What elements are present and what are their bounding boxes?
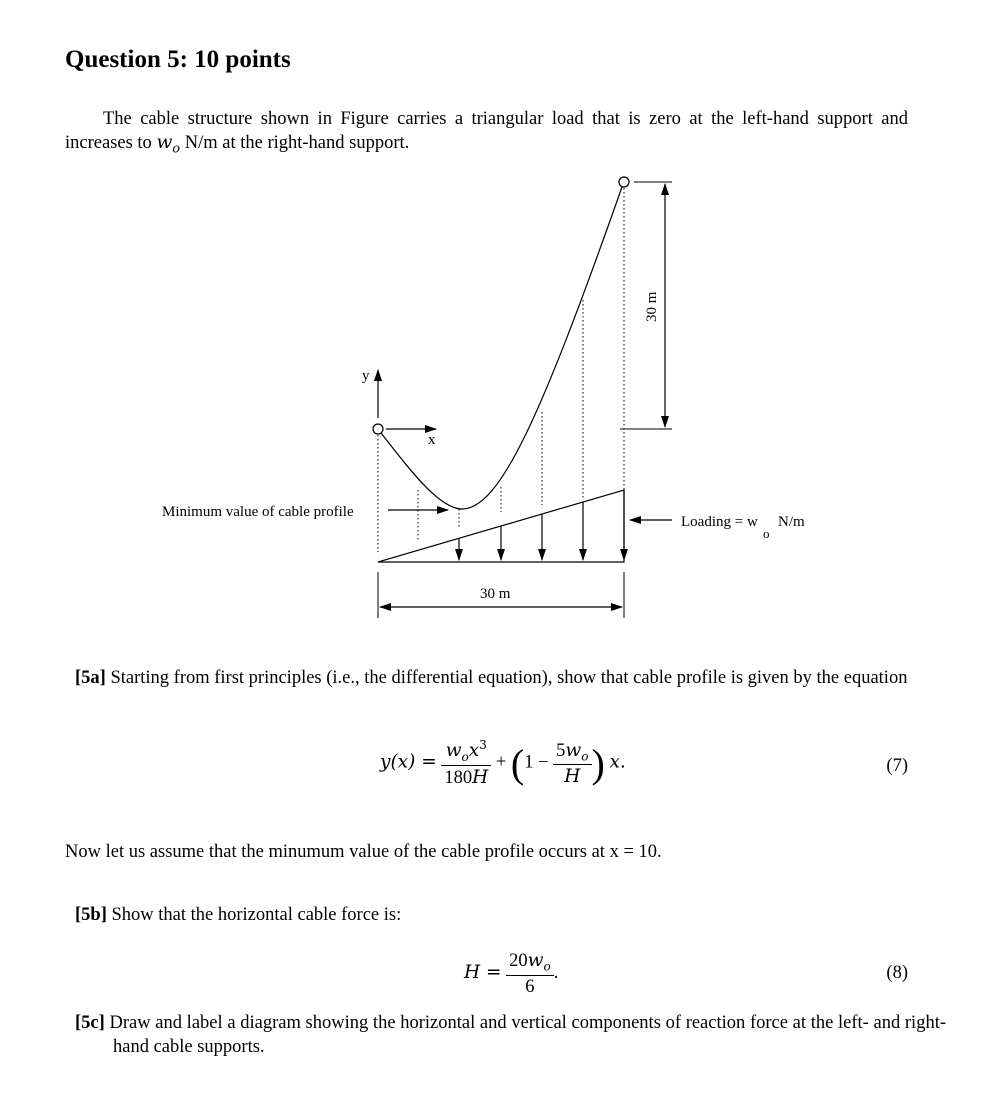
intro-text-after: N/m at the right-hand support. xyxy=(180,133,410,153)
equation-8 xyxy=(464,950,558,998)
right-support-pin xyxy=(619,177,629,187)
q5b-tag: [5b] xyxy=(75,905,107,925)
intro-w: w xyxy=(156,132,173,153)
left-support-pin xyxy=(373,424,383,434)
eq8-fraction xyxy=(506,950,554,998)
intro-w-sub: o xyxy=(172,141,181,157)
eq8-num-b: w xyxy=(527,950,544,971)
eq8-num-sub: o xyxy=(543,959,551,974)
question-5a xyxy=(75,666,946,690)
loading-label-sub: o xyxy=(763,526,770,541)
intro-text-before: The cable structure shown in Figure carries a triangular load that is zero at the left-hand support and increases to xyxy=(65,109,908,153)
eq7-fraction-2 xyxy=(553,740,591,788)
eq7-den2: H xyxy=(564,766,581,788)
span-dim-label: 30 m xyxy=(480,586,511,602)
height-dim-label: 30 m xyxy=(644,291,660,322)
eq7-lhs: y(x) = xyxy=(380,751,437,773)
q5b-text: Show that the horizontal cable force is: xyxy=(106,905,402,925)
question-title: Question 5: 10 points xyxy=(65,46,291,73)
equation-7: y(x) = $\frac{w_ox^3}{180H}$ + (1 − $\frac{5w_o}{H}$ ) x. xyxy=(380,738,626,788)
equation-7-number: (7) xyxy=(886,756,908,776)
eq8-num-a: 20 xyxy=(509,951,528,971)
eq7-plus: + xyxy=(495,752,507,773)
eq8-lhs: H = xyxy=(464,962,502,984)
loading-label: Loading = w xyxy=(681,514,758,530)
q5a-text: Starting from first principles (i.e., the differential equation), show that cable profile is given by the equation xyxy=(105,668,908,688)
eq7-num1-x: x xyxy=(468,740,480,762)
equation-8-number: (8) xyxy=(886,963,908,983)
q5a-tag: [5a] xyxy=(75,668,106,688)
eq7-one-minus: 1 − xyxy=(524,752,549,773)
eq8-den: 6 xyxy=(525,976,535,997)
eq7-num1-sub: o xyxy=(461,749,469,764)
eq8-tail: . xyxy=(553,963,559,984)
q5c-tag: [5c] xyxy=(75,1013,105,1033)
minimum-label: Minimum value of cable profile xyxy=(162,504,354,520)
eq7-num2-sub: o xyxy=(581,749,589,764)
q5c-text: Draw and label a diagram showing the horizontal and vertical components of reaction force at the left- and right-hand cable supports. xyxy=(104,1013,946,1057)
eq7-num2-b: w xyxy=(565,739,582,761)
x-axis-label: x xyxy=(428,432,436,448)
eq7-den1-b: H xyxy=(472,766,489,788)
y-axis-label: y xyxy=(362,368,370,384)
eq7-num1: w xyxy=(445,740,462,762)
loading-unit: N/m xyxy=(778,514,805,530)
eq7-num2-a: 5 xyxy=(556,740,566,761)
question-5b xyxy=(75,903,946,927)
eq7-fraction-1 xyxy=(441,738,491,789)
eq7-num1-sup: 3 xyxy=(479,738,487,752)
eq7-tail: x. xyxy=(609,751,626,773)
cable-profile-curve xyxy=(381,187,622,509)
eq7-den1-a: 180 xyxy=(444,767,473,788)
question-5c xyxy=(75,1011,946,1059)
dotted-verticals xyxy=(378,188,624,552)
assumption-text: Now let us assume that the minumum value of the cable profile occurs at x = 10. xyxy=(65,842,662,862)
